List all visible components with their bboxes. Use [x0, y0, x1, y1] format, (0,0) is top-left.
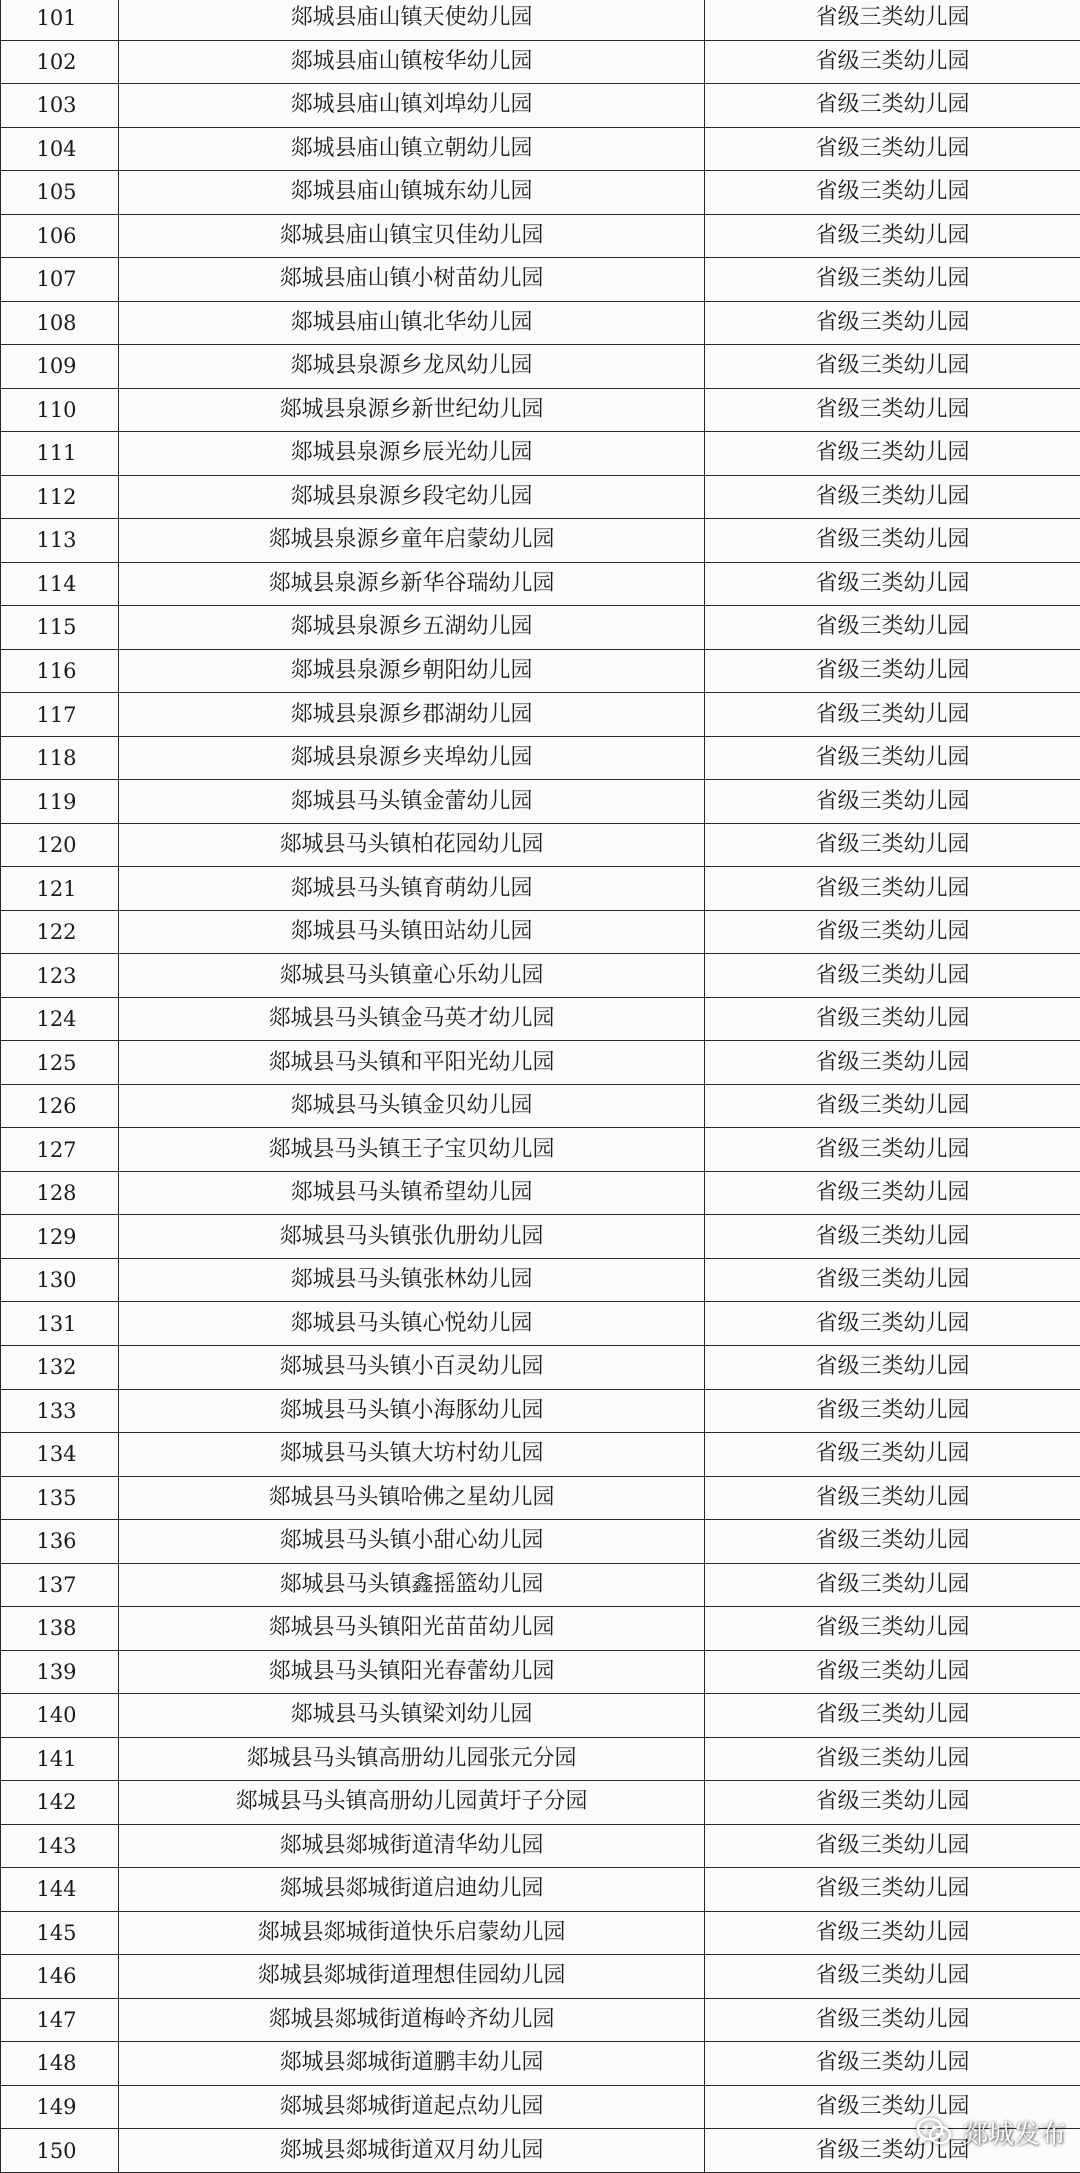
kindergarten-name: 郯城县马头镇童心乐幼儿园 [119, 954, 705, 998]
table-row [1, 40, 1080, 84]
kindergarten-name: 郯城县马头镇田站幼儿园 [119, 910, 705, 954]
kindergarten-category: 省级三类幼儿园 [705, 823, 1080, 867]
kindergarten-category: 省级三类幼儿园 [705, 1084, 1080, 1128]
row-number: 117 [1, 693, 119, 737]
kindergarten-name: 郯城县马头镇高册幼儿园张元分园 [119, 1737, 705, 1781]
row-number: 104 [1, 127, 119, 171]
row-number: 102 [1, 40, 119, 84]
row-number: 147 [1, 1998, 119, 2042]
table-row [1, 1215, 1080, 1259]
kindergarten-category: 省级三类幼儿园 [705, 910, 1080, 954]
table-row [1, 910, 1080, 954]
kindergarten-name: 郯城县马头镇阳光苗苗幼儿园 [119, 1607, 705, 1651]
table-row [1, 301, 1080, 345]
table-row [1, 1258, 1080, 1302]
table-row [1, 171, 1080, 215]
table-row [1, 1084, 1080, 1128]
table-row [1, 345, 1080, 389]
kindergarten-name: 郯城县马头镇张林幼儿园 [119, 1258, 705, 1302]
kindergarten-name: 郯城县马头镇大坊村幼儿园 [119, 1433, 705, 1477]
row-number: 131 [1, 1302, 119, 1346]
kindergarten-name: 郯城县泉源乡段宅幼儿园 [119, 475, 705, 519]
kindergarten-name: 郯城县马头镇王子宝贝幼儿园 [119, 1128, 705, 1172]
kindergarten-category: 省级三类幼儿园 [705, 1041, 1080, 1085]
kindergarten-category: 省级三类幼儿园 [705, 1433, 1080, 1477]
kindergarten-name: 郯城县庙山镇北华幼儿园 [119, 301, 705, 345]
row-number: 144 [1, 1868, 119, 1912]
table-row [1, 84, 1080, 128]
table-row [1, 1389, 1080, 1433]
kindergarten-name: 郯城县马头镇希望幼儿园 [119, 1171, 705, 1215]
table-row [1, 1128, 1080, 1172]
kindergarten-category: 省级三类幼儿园 [705, 475, 1080, 519]
row-number: 141 [1, 1737, 119, 1781]
row-number: 110 [1, 388, 119, 432]
kindergarten-name: 郯城县泉源乡郡湖幼儿园 [119, 693, 705, 737]
kindergarten-category: 省级三类幼儿园 [705, 780, 1080, 824]
kindergarten-name: 郯城县庙山镇刘埠幼儿园 [119, 84, 705, 128]
kindergarten-category: 省级三类幼儿园 [705, 1215, 1080, 1259]
kindergarten-category: 省级三类幼儿园 [705, 1171, 1080, 1215]
kindergarten-category: 省级三类幼儿园 [705, 1737, 1080, 1781]
kindergarten-name: 郯城县郯城街道梅岭齐幼儿园 [119, 1998, 705, 2042]
watermark-text: 郯城发布 [962, 2114, 1066, 2151]
kindergarten-category: 省级三类幼儿园 [705, 301, 1080, 345]
kindergarten-category: 省级三类幼儿园 [705, 258, 1080, 302]
kindergarten-name: 郯城县泉源乡五湖幼儿园 [119, 606, 705, 650]
row-number: 112 [1, 475, 119, 519]
table-row [1, 432, 1080, 476]
table-row [1, 1781, 1080, 1825]
kindergarten-name: 郯城县马头镇阳光春蕾幼儿园 [119, 1650, 705, 1694]
kindergarten-name: 郯城县泉源乡新华谷瑞幼儿园 [119, 562, 705, 606]
row-number: 121 [1, 867, 119, 911]
table-row [1, 736, 1080, 780]
row-number: 103 [1, 84, 119, 128]
row-number: 113 [1, 519, 119, 563]
kindergarten-category: 省级三类幼儿园 [705, 171, 1080, 215]
row-number: 150 [1, 2129, 119, 2173]
kindergarten-category: 省级三类幼儿园 [705, 432, 1080, 476]
table-row [1, 954, 1080, 998]
row-number: 119 [1, 780, 119, 824]
table-row [1, 562, 1080, 606]
kindergarten-category: 省级三类幼儿园 [705, 954, 1080, 998]
row-number: 120 [1, 823, 119, 867]
row-number: 134 [1, 1433, 119, 1477]
row-number: 149 [1, 2085, 119, 2129]
kindergarten-name: 郯城县马头镇高册幼儿园黄圩子分园 [119, 1781, 705, 1825]
kindergarten-name: 郯城县马头镇张仇册幼儿园 [119, 1215, 705, 1259]
kindergarten-category: 省级三类幼儿园 [705, 1694, 1080, 1738]
kindergarten-name: 郯城县马头镇小百灵幼儿园 [119, 1345, 705, 1389]
table-row [1, 2085, 1080, 2129]
table-row [1, 1737, 1080, 1781]
kindergarten-name: 郯城县马头镇柏花园幼儿园 [119, 823, 705, 867]
kindergarten-category: 省级三类幼儿园 [705, 867, 1080, 911]
table-row [1, 1563, 1080, 1607]
kindergarten-category: 省级三类幼儿园 [705, 1345, 1080, 1389]
kindergarten-category: 省级三类幼儿园 [705, 1476, 1080, 1520]
row-number: 124 [1, 997, 119, 1041]
table-row [1, 1302, 1080, 1346]
kindergarten-name: 郯城县马头镇金蕾幼儿园 [119, 780, 705, 824]
row-number: 111 [1, 432, 119, 476]
kindergarten-name: 郯城县泉源乡朝阳幼儿园 [119, 649, 705, 693]
table-row [1, 2129, 1080, 2173]
row-number: 122 [1, 910, 119, 954]
table-row [1, 1345, 1080, 1389]
table-row [1, 693, 1080, 737]
kindergarten-category: 省级三类幼儿园 [705, 2085, 1080, 2129]
kindergarten-category: 省级三类幼儿园 [705, 1955, 1080, 1999]
kindergarten-name: 郯城县泉源乡龙凤幼儿园 [119, 345, 705, 389]
row-number: 137 [1, 1563, 119, 1607]
kindergarten-category: 省级三类幼儿园 [705, 997, 1080, 1041]
kindergarten-category: 省级三类幼儿园 [705, 1258, 1080, 1302]
row-number: 127 [1, 1128, 119, 1172]
row-number: 132 [1, 1345, 119, 1389]
kindergarten-name: 郯城县庙山镇小树苗幼儿园 [119, 258, 705, 302]
table-row [1, 1520, 1080, 1564]
row-number: 116 [1, 649, 119, 693]
kindergarten-name: 郯城县郯城街道快乐启蒙幼儿园 [119, 1911, 705, 1955]
table-row [1, 2042, 1080, 2086]
row-number: 123 [1, 954, 119, 998]
kindergarten-category: 省级三类幼儿园 [705, 1650, 1080, 1694]
kindergarten-category: 省级三类幼儿园 [705, 1520, 1080, 1564]
row-number: 106 [1, 214, 119, 258]
table-row [1, 127, 1080, 171]
kindergarten-name: 郯城县郯城街道理想佳园幼儿园 [119, 1955, 705, 1999]
table-row [1, 606, 1080, 650]
row-number: 140 [1, 1694, 119, 1738]
kindergarten-name: 郯城县马头镇金贝幼儿园 [119, 1084, 705, 1128]
kindergarten-name: 郯城县庙山镇宝贝佳幼儿园 [119, 214, 705, 258]
table-row [1, 1868, 1080, 1912]
table-row [1, 1824, 1080, 1868]
kindergarten-category: 省级三类幼儿园 [705, 127, 1080, 171]
row-number: 128 [1, 1171, 119, 1215]
kindergarten-category: 省级三类幼儿园 [705, 2129, 1080, 2173]
row-number: 148 [1, 2042, 119, 2086]
kindergarten-category: 省级三类幼儿园 [705, 1998, 1080, 2042]
row-number: 129 [1, 1215, 119, 1259]
kindergarten-category: 省级三类幼儿园 [705, 1911, 1080, 1955]
row-number: 118 [1, 736, 119, 780]
table-row [1, 1476, 1080, 1520]
table-row [1, 997, 1080, 1041]
kindergarten-category: 省级三类幼儿园 [705, 606, 1080, 650]
kindergarten-name: 郯城县马头镇心悦幼儿园 [119, 1302, 705, 1346]
row-number: 138 [1, 1607, 119, 1651]
kindergarten-name: 郯城县庙山镇城东幼儿园 [119, 171, 705, 215]
row-number: 107 [1, 258, 119, 302]
table-row [1, 1998, 1080, 2042]
table-row [1, 388, 1080, 432]
kindergarten-category: 省级三类幼儿园 [705, 84, 1080, 128]
kindergarten-name: 郯城县庙山镇天使幼儿园 [119, 0, 705, 40]
kindergarten-category: 省级三类幼儿园 [705, 388, 1080, 432]
kindergarten-category: 省级三类幼儿园 [705, 1824, 1080, 1868]
row-number: 101 [1, 0, 119, 40]
table-row [1, 1955, 1080, 1999]
row-number: 143 [1, 1824, 119, 1868]
kindergarten-category: 省级三类幼儿园 [705, 736, 1080, 780]
table-row [1, 475, 1080, 519]
kindergarten-category: 省级三类幼儿园 [705, 519, 1080, 563]
table-row [1, 258, 1080, 302]
kindergarten-name: 郯城县马头镇和平阳光幼儿园 [119, 1041, 705, 1085]
kindergarten-category: 省级三类幼儿园 [705, 1128, 1080, 1172]
table-row [1, 823, 1080, 867]
row-number: 145 [1, 1911, 119, 1955]
table-row [1, 1607, 1080, 1651]
row-number: 126 [1, 1084, 119, 1128]
kindergarten-name: 郯城县郯城街道鹏丰幼儿园 [119, 2042, 705, 2086]
row-number: 109 [1, 345, 119, 389]
kindergarten-name: 郯城县马头镇梁刘幼儿园 [119, 1694, 705, 1738]
kindergarten-category: 省级三类幼儿园 [705, 214, 1080, 258]
table-row [1, 0, 1080, 40]
table-row [1, 519, 1080, 563]
kindergarten-name: 郯城县庙山镇立朝幼儿园 [119, 127, 705, 171]
table-row [1, 649, 1080, 693]
kindergarten-category: 省级三类幼儿园 [705, 693, 1080, 737]
row-number: 133 [1, 1389, 119, 1433]
kindergarten-name: 郯城县郯城街道清华幼儿园 [119, 1824, 705, 1868]
table-row [1, 867, 1080, 911]
row-number: 142 [1, 1781, 119, 1825]
row-number: 105 [1, 171, 119, 215]
kindergarten-category: 省级三类幼儿园 [705, 1389, 1080, 1433]
row-number: 108 [1, 301, 119, 345]
row-number: 139 [1, 1650, 119, 1694]
row-number: 136 [1, 1520, 119, 1564]
kindergarten-name: 郯城县郯城街道起点幼儿园 [119, 2085, 705, 2129]
kindergarten-name: 郯城县郯城街道双月幼儿园 [119, 2129, 705, 2173]
kindergarten-name: 郯城县马头镇鑫摇篮幼儿园 [119, 1563, 705, 1607]
kindergarten-name: 郯城县泉源乡辰光幼儿园 [119, 432, 705, 476]
table-row [1, 1171, 1080, 1215]
table-row [1, 1694, 1080, 1738]
kindergarten-category: 省级三类幼儿园 [705, 562, 1080, 606]
kindergarten-category: 省级三类幼儿园 [705, 1563, 1080, 1607]
kindergarten-name: 郯城县郯城街道启迪幼儿园 [119, 1868, 705, 1912]
row-number: 114 [1, 562, 119, 606]
kindergarten-category: 省级三类幼儿园 [705, 0, 1080, 40]
kindergarten-category: 省级三类幼儿园 [705, 1781, 1080, 1825]
kindergarten-category: 省级三类幼儿园 [705, 1302, 1080, 1346]
kindergarten-name: 郯城县马头镇小甜心幼儿园 [119, 1520, 705, 1564]
kindergarten-category: 省级三类幼儿园 [705, 649, 1080, 693]
kindergarten-name: 郯城县马头镇哈佛之星幼儿园 [119, 1476, 705, 1520]
row-number: 115 [1, 606, 119, 650]
table-row [1, 1041, 1080, 1085]
kindergarten-category: 省级三类幼儿园 [705, 2042, 1080, 2086]
row-number: 130 [1, 1258, 119, 1302]
table-row [1, 780, 1080, 824]
row-number: 125 [1, 1041, 119, 1085]
kindergarten-name: 郯城县马头镇小海豚幼儿园 [119, 1389, 705, 1433]
kindergarten-name: 郯城县马头镇金马英才幼儿园 [119, 997, 705, 1041]
table-row [1, 1911, 1080, 1955]
table-body [1, 0, 1080, 2172]
table-row [1, 1650, 1080, 1694]
kindergarten-category: 省级三类幼儿园 [705, 1868, 1080, 1912]
kindergarten-name: 郯城县马头镇育萌幼儿园 [119, 867, 705, 911]
kindergarten-name: 郯城县泉源乡童年启蒙幼儿园 [119, 519, 705, 563]
table-row [1, 1433, 1080, 1477]
kindergarten-name: 郯城县泉源乡新世纪幼儿园 [119, 388, 705, 432]
kindergarten-name: 郯城县泉源乡夹埠幼儿园 [119, 736, 705, 780]
kindergarten-category: 省级三类幼儿园 [705, 1607, 1080, 1651]
kindergarten-name: 郯城县庙山镇桉华幼儿园 [119, 40, 705, 84]
kindergarten-category: 省级三类幼儿园 [705, 40, 1080, 84]
kindergarten-category: 省级三类幼儿园 [705, 345, 1080, 389]
table-row [1, 214, 1080, 258]
row-number: 135 [1, 1476, 119, 1520]
row-number: 146 [1, 1955, 119, 1999]
